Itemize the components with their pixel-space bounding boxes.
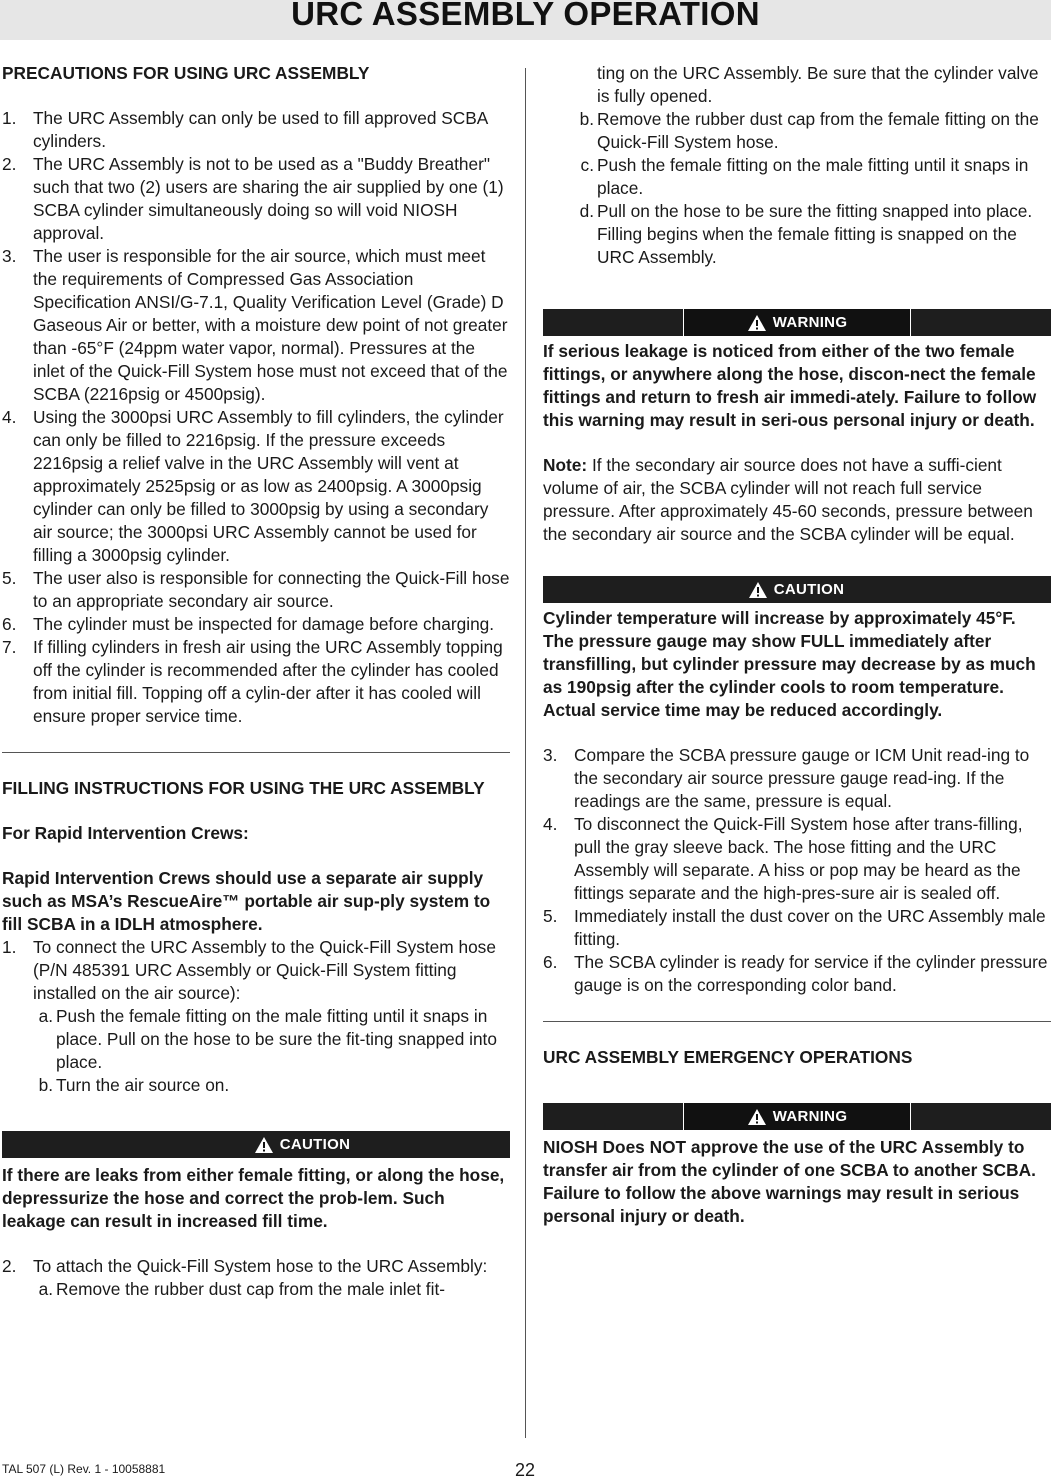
caution-text: Cylinder temperature will increase by approximately 45°F. The pressure gauge may show FULL immediately after transfilling, but cylinder pressure may decrease by as much as 190psig after the cylinder cools to room temperature. Actual service time may be reduced accordingly. bbox=[543, 608, 1036, 720]
note-label: Note: bbox=[543, 455, 588, 475]
step1-sublist bbox=[33, 1005, 510, 1097]
list-item bbox=[2, 107, 510, 153]
list-item bbox=[543, 813, 1051, 905]
caution-banner bbox=[2, 1131, 510, 1158]
list-item bbox=[574, 200, 1051, 269]
item-text: The URC Assembly can only be used to fill approved SCBA cylinders. bbox=[33, 108, 488, 151]
list-item bbox=[574, 108, 1051, 154]
item-text: The user is responsible for the air source, which must meet the requirements of Compressed Gas Association Specification ANSI/G-7.1, Quality Verification Level (Grade) D Gaseous Air or better, with a moisture dew point of not greater than -65°F (24ppm water vapor, normal). Pressures at the inlet of the Quick-Fill System hose must not exceed that of the SCBA (2216psig or 4500psig). bbox=[33, 246, 508, 404]
item-text: The URC Assembly is not to be used as a "Buddy Breather" such that two (2) users are sharing the air supplied by one (1) SCBA cylinder simultaneously doing so will void NIOSH approval. bbox=[33, 154, 504, 243]
caution-banner bbox=[543, 576, 1051, 603]
emergency-heading: URC ASSEMBLY EMERGENCY OPERATIONS bbox=[543, 1047, 913, 1067]
item-text: To attach the Quick-Fill System hose to the URC Assembly: bbox=[33, 1256, 488, 1276]
item-text: Push the female fitting on the male fitting until it snaps in place. bbox=[597, 155, 1029, 198]
item-text: Pull on the hose to be sure the fitting snapped into place. Filling begins when the female fitting is snapped on the URC Assembly. bbox=[597, 201, 1033, 267]
caution-text: If there are leaks from either female fitting, or along the hose, depressurize the hose and correct the prob-lem. Such leakage can result in increased fill time. bbox=[2, 1165, 505, 1231]
item-text: The SCBA cylinder is ready for service if the cylinder pressure gauge is on the corresponding color band. bbox=[574, 952, 1048, 995]
caution-label bbox=[189, 1131, 415, 1158]
list-item bbox=[2, 936, 510, 1005]
warning-triangle-icon bbox=[747, 1108, 767, 1126]
caution-label bbox=[683, 576, 909, 603]
item-text: Immediately install the dust cover on the URC Assembly male fitting. bbox=[574, 906, 1046, 949]
list-item bbox=[33, 1005, 510, 1074]
warning-banner bbox=[543, 309, 1051, 336]
item-number: 3. bbox=[543, 745, 558, 765]
list-item bbox=[543, 744, 1051, 813]
title-bar bbox=[0, 0, 1051, 40]
item-text: Turn the air source on. bbox=[56, 1075, 230, 1095]
list-item bbox=[2, 613, 510, 636]
item-text: If filling cylinders in fresh air using the URC Assembly topping off the cylinder is recommended after the cylinder has cooled from initial fill. Topping off a cylin-der after it has cooled will ensure proper service time. bbox=[33, 637, 503, 726]
step2-sublist bbox=[33, 1278, 510, 1301]
item-text: Remove the rubber dust cap from the female fitting on the Quick-Fill System hose. bbox=[597, 109, 1039, 152]
note-text: If the secondary air source does not have a suffi-cient volume of air, the SCBA cylinder will not reach full service pressure. After approximately 45-60 seconds, pressure between the secondary air source and the SCBA cylinder will be equal. bbox=[543, 455, 1033, 544]
warning-banner bbox=[543, 1103, 1051, 1130]
warning-triangle-icon bbox=[748, 581, 768, 599]
item-text: Remove the rubber dust cap from the male inlet fit- bbox=[56, 1279, 446, 1299]
list-item bbox=[2, 153, 510, 245]
warning-label-text: WARNING bbox=[772, 314, 848, 331]
step2a-continued: ting on the URC Assembly. Be sure that the cylinder valve is fully opened. bbox=[597, 63, 1039, 106]
item-number: 6. bbox=[543, 952, 558, 972]
item-number: 2. bbox=[2, 154, 17, 174]
final-steps bbox=[543, 744, 1051, 997]
filling-heading: FILLING INSTRUCTIONS FOR USING THE URC ASSEMBLY bbox=[2, 778, 485, 798]
right-column bbox=[543, 62, 1051, 1228]
item-number: 5. bbox=[2, 568, 17, 588]
list-item bbox=[33, 1278, 510, 1301]
item-letter: b. bbox=[38, 1075, 53, 1095]
caution-label-text: CAUTION bbox=[279, 1136, 351, 1153]
item-number: 3. bbox=[2, 246, 17, 266]
page-number: 22 bbox=[515, 1460, 536, 1480]
item-number: 4. bbox=[543, 814, 558, 834]
item-text: To connect the URC Assembly to the Quick-Fill System hose (P/N 485391 URC Assembly or Quick-Fill System fitting installed on the air source): bbox=[33, 937, 496, 1003]
list-item bbox=[543, 905, 1051, 951]
step2-sublist-continued bbox=[574, 108, 1051, 269]
item-letter: a. bbox=[38, 1279, 53, 1299]
warning-triangle-icon bbox=[254, 1136, 274, 1154]
list-item bbox=[2, 245, 510, 406]
filling-steps bbox=[2, 936, 510, 1005]
warning-text: NIOSH Does NOT approve the use of the URC Assembly to transfer air from the cylinder of one SCBA to another SCBA. Failure to follow the above warnings may result in serious personal injury or death. bbox=[543, 1137, 1036, 1226]
item-number: 6. bbox=[2, 614, 17, 634]
item-text: The user also is responsible for connecting the Quick-Fill hose to an appropriate secondary air source. bbox=[33, 568, 510, 611]
list-item bbox=[2, 1255, 510, 1278]
list-item bbox=[33, 1074, 510, 1097]
precautions-list bbox=[2, 107, 510, 728]
document-reference: TAL 507 (L) Rev. 1 - 10058881 bbox=[2, 1462, 166, 1476]
item-letter: d. bbox=[579, 201, 594, 221]
item-number: 7. bbox=[2, 637, 17, 657]
rapid-intervention-subheading: For Rapid Intervention Crews: bbox=[2, 823, 249, 843]
item-text: Compare the SCBA pressure gauge or ICM Unit read-ing to the secondary air source pressure gauge read-ing. If the readings are the same, pressure is equal. bbox=[574, 745, 1030, 811]
item-number: 1. bbox=[2, 108, 17, 128]
item-number: 2. bbox=[2, 1256, 17, 1276]
caution-label-text: CAUTION bbox=[773, 581, 845, 598]
list-item bbox=[2, 567, 510, 613]
item-number: 5. bbox=[543, 906, 558, 926]
item-text: Push the female fitting on the male fitting until it snaps in place. Pull on the hose to be sure the fit-ting snapped into place. bbox=[56, 1006, 497, 1072]
item-letter: c. bbox=[580, 155, 594, 175]
warning-triangle-icon bbox=[747, 314, 767, 332]
item-letter: b. bbox=[579, 109, 594, 129]
item-letter: a. bbox=[38, 1006, 53, 1026]
item-number: 1. bbox=[2, 937, 17, 957]
list-item bbox=[2, 406, 510, 567]
list-item bbox=[574, 154, 1051, 200]
warning-label-text: WARNING bbox=[772, 1108, 848, 1125]
warning-label bbox=[683, 1103, 911, 1130]
column-divider bbox=[525, 68, 526, 1438]
list-item bbox=[2, 636, 510, 728]
item-number: 4. bbox=[2, 407, 17, 427]
rapid-intervention-intro: Rapid Intervention Crews should use a separate air supply such as MSA’s RescueAire™ portable air sup-ply system to fill SCBA in a IDLH atmosphere. bbox=[2, 868, 491, 934]
item-text: To disconnect the Quick-Fill System hose after trans-filling, pull the gray sleeve back. The hose fitting and the URC Assembly will separate. A hiss or pop may be heard as the fittings separate and the high-pres-sure air is sealed off. bbox=[574, 814, 1023, 903]
warning-text: If serious leakage is noticed from either of the two female fittings, or anywhere along the hose, discon-nect the female fittings and return to fresh air immedi-ately. Failure to follow this warning may result in seri-ous personal injury or death. bbox=[543, 341, 1037, 430]
attach-steps bbox=[2, 1255, 510, 1278]
item-text: The cylinder must be inspected for damage before charging. bbox=[33, 614, 495, 634]
precautions-heading: PRECAUTIONS FOR USING URC ASSEMBLY bbox=[2, 63, 370, 83]
note-paragraph bbox=[543, 454, 1051, 546]
list-item bbox=[543, 951, 1051, 997]
item-text: Using the 3000psi URC Assembly to fill cylinders, the cylinder can only be filled to 2216psig. If the pressure exceeds 2216psig a relief valve in the URC Assembly will vent at approximately 2525psig or as low as 2400psig. A 3000psig cylinder can only be filled to 3000psig by using a secondary air source; the 3000psi URC Assembly cannot be used for filling a 3000psig cylinder. bbox=[33, 407, 504, 565]
warning-label bbox=[683, 309, 911, 336]
left-column bbox=[2, 62, 510, 1301]
page-title: URC ASSEMBLY OPERATION bbox=[291, 0, 760, 32]
